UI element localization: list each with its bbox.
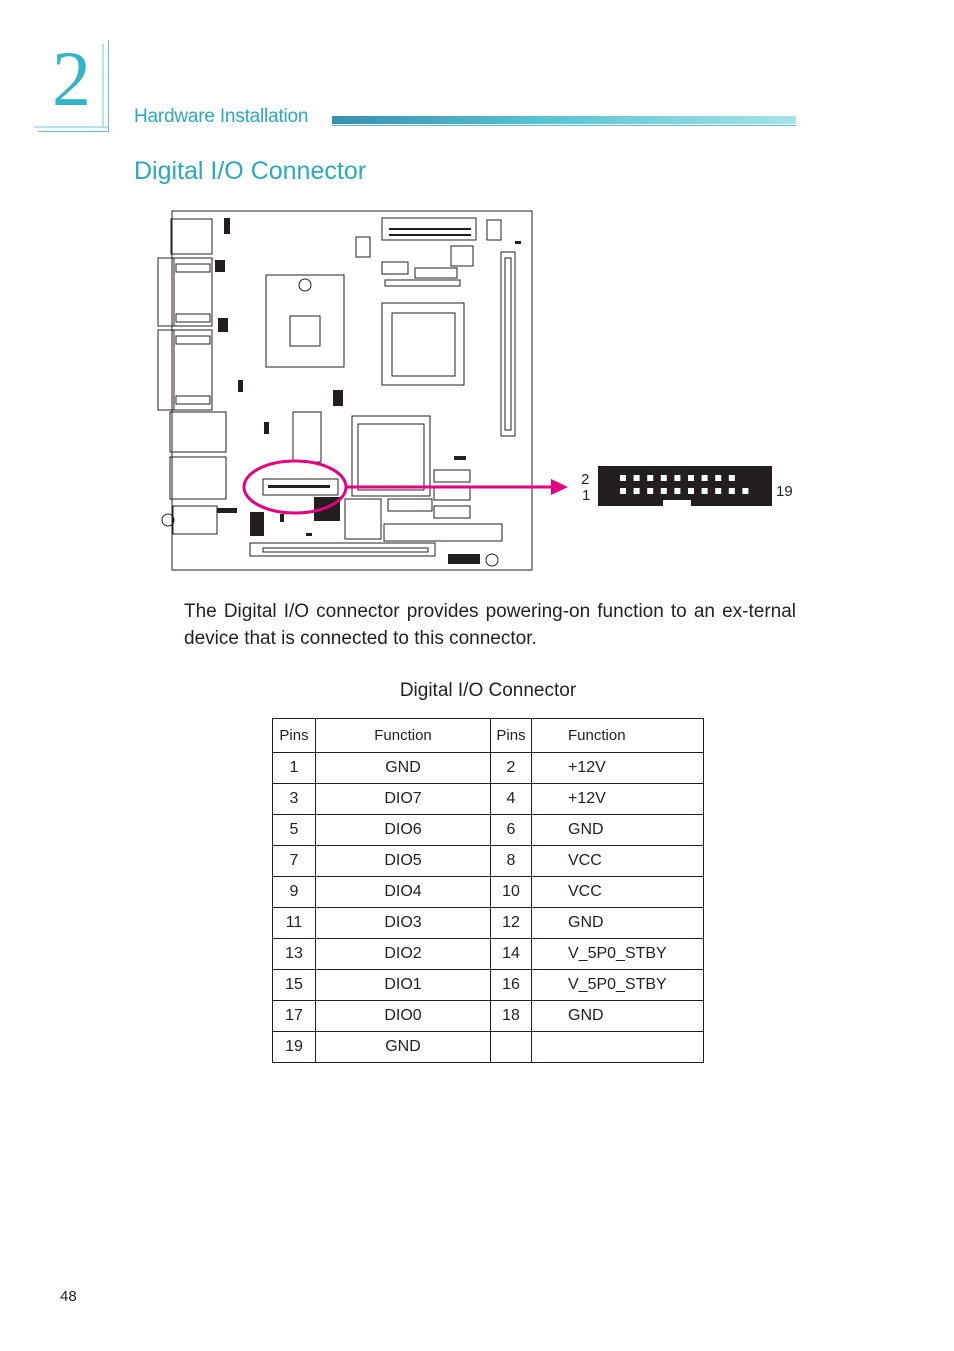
connector-pin xyxy=(647,475,653,481)
board-outline xyxy=(172,211,532,570)
pin-label-2: 2 xyxy=(581,471,590,488)
connector-key xyxy=(663,500,691,506)
table-cell: GND xyxy=(532,1001,704,1032)
connector-pin xyxy=(729,488,735,494)
table-caption: Digital I/O Connector xyxy=(399,680,577,701)
column-header: Pins xyxy=(273,719,316,753)
connector-pin xyxy=(688,488,694,494)
table-cell: 3 xyxy=(273,784,316,815)
table-cell: DIO3 xyxy=(316,908,491,939)
table-cell xyxy=(532,1032,704,1063)
arrow-head-icon xyxy=(551,479,568,495)
connector-pin xyxy=(620,488,626,494)
pci-slot xyxy=(250,543,435,556)
table-cell: 17 xyxy=(273,1001,316,1032)
table-cell: 8 xyxy=(491,846,532,877)
table-cell: GND xyxy=(385,1038,421,1055)
connector-pin xyxy=(661,488,667,494)
motherboard-diagram xyxy=(0,0,954,620)
table-row xyxy=(273,939,704,970)
connector-pin xyxy=(674,488,680,494)
table-cell: V_5P0_STBY xyxy=(532,970,704,1001)
pin-label-19: 19 xyxy=(776,483,793,500)
cpu-socket xyxy=(266,275,344,367)
table-cell: GND xyxy=(532,815,704,846)
table-cell: 10 xyxy=(491,877,532,908)
table-row xyxy=(273,970,704,1001)
table-cell: +12V xyxy=(532,784,704,815)
table-cell: V_5P0_STBY xyxy=(532,939,704,970)
table-row xyxy=(273,753,704,784)
table-cell: 15 xyxy=(273,970,316,1001)
table-row xyxy=(273,815,704,846)
table-cell: DIO7 xyxy=(316,784,491,815)
table-row xyxy=(273,846,704,877)
table-cell xyxy=(491,1032,532,1063)
chipset xyxy=(352,416,430,496)
table-cell: 5 xyxy=(273,815,316,846)
table-cell: DIO1 xyxy=(316,970,491,1001)
table-cell: 7 xyxy=(273,846,316,877)
page-number: 48 xyxy=(60,1288,77,1305)
pin-assignment-table xyxy=(272,718,704,1063)
table-cell: 11 xyxy=(273,908,316,939)
column-header: Function xyxy=(316,719,491,753)
pin-label-1: 1 xyxy=(582,487,591,504)
table-row xyxy=(273,784,704,815)
connector-pin xyxy=(661,475,667,481)
memory-slot xyxy=(501,252,515,436)
table-cell: 19 xyxy=(273,1032,316,1063)
table-cell: DIO4 xyxy=(316,877,491,908)
connector-pin xyxy=(620,475,626,481)
connector-pin xyxy=(634,475,640,481)
table-cell: GND xyxy=(532,908,704,939)
section-title: Hardware Installation xyxy=(134,106,309,127)
connector-pin xyxy=(742,488,748,494)
table-cell: 9 xyxy=(273,877,316,908)
connector-pin xyxy=(715,475,721,481)
column-header: Function xyxy=(532,719,704,753)
table-cell: 1 xyxy=(273,753,316,784)
column-header: Pins xyxy=(491,719,532,753)
table-row xyxy=(273,1001,704,1032)
table-cell: DIO2 xyxy=(316,939,491,970)
table-cell: +12V xyxy=(532,753,704,784)
table-cell: GND xyxy=(316,753,491,784)
table-row xyxy=(273,877,704,908)
table-cell: 2 xyxy=(491,753,532,784)
connector-pin xyxy=(674,475,680,481)
table-row xyxy=(273,1032,704,1063)
table-cell: 12 xyxy=(491,908,532,939)
connector-pin xyxy=(647,488,653,494)
connector-pin xyxy=(729,475,735,481)
connector-pin xyxy=(634,488,640,494)
table-cell: VCC xyxy=(532,877,704,908)
table-cell: 6 xyxy=(491,815,532,846)
connector-pin xyxy=(688,475,694,481)
connector-pin xyxy=(702,475,708,481)
connector-pin xyxy=(715,488,721,494)
intro-paragraph: The Digital I/O connector provides powering-on function to an ex-ternal device that is connected to this connector. xyxy=(184,601,796,649)
table-cell: 4 xyxy=(491,784,532,815)
table-cell: 13 xyxy=(273,939,316,970)
chapter-number: 2 xyxy=(52,35,91,122)
table-cell: 16 xyxy=(491,970,532,1001)
table-cell: 14 xyxy=(491,939,532,970)
connector-pin xyxy=(702,488,708,494)
table-cell: DIO0 xyxy=(316,1001,491,1032)
chipset xyxy=(382,303,464,385)
table-cell: DIO5 xyxy=(316,846,491,877)
table-cell: DIO6 xyxy=(316,815,491,846)
table-header-row xyxy=(273,719,704,753)
table-cell: VCC xyxy=(532,846,704,877)
table-cell: 18 xyxy=(491,1001,532,1032)
page-title: Digital I/O Connector xyxy=(134,157,367,185)
table-row xyxy=(273,908,704,939)
